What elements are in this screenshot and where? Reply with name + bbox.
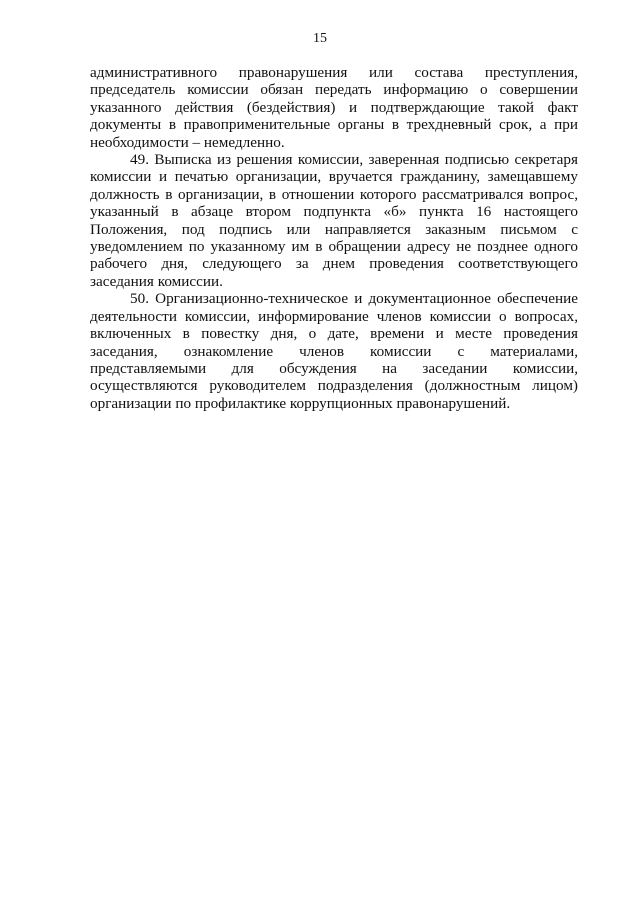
paragraph-50: 50. Организационно-техническое и документационное обеспечение деятельности комиссии, информирование членов комиссии о вопросах, включенных в повестку дня, о дате, времени и месте проведения заседания, ознакомление членов комиссии с материалами, представляемыми для обсуждения на заседании комиссии, осуществляются руководителем подразделения (должностным лицом) организации по профилактике коррупционных правонарушений.: [90, 290, 578, 412]
page-number: 15: [313, 31, 327, 46]
paragraph-49: 49. Выписка из решения комиссии, заверенная подписью секретаря комиссии и печатью организации, вручается гражданину, замещавшему должность в организации, в отношении которого рассматривался вопрос, указанный в абзаце втором подпункта «б» пункта 16 настоящего Положения, под подпись или направляется заказным письмом с уведомлением по указанному им в обращении адресу не позднее одного рабочего дня, следующего за днем проведения соответствующего заседания комиссии.: [90, 151, 578, 290]
document-body: [90, 64, 578, 412]
paragraph-continuation: административного правонарушения или состава преступления, председатель комиссии обязан передать информацию о совершении указанного действия (бездействия) и подтверждающие такой факт документы в правоприменительные органы в трехдневный срок, а при необходимости – немедленно.: [90, 64, 578, 151]
